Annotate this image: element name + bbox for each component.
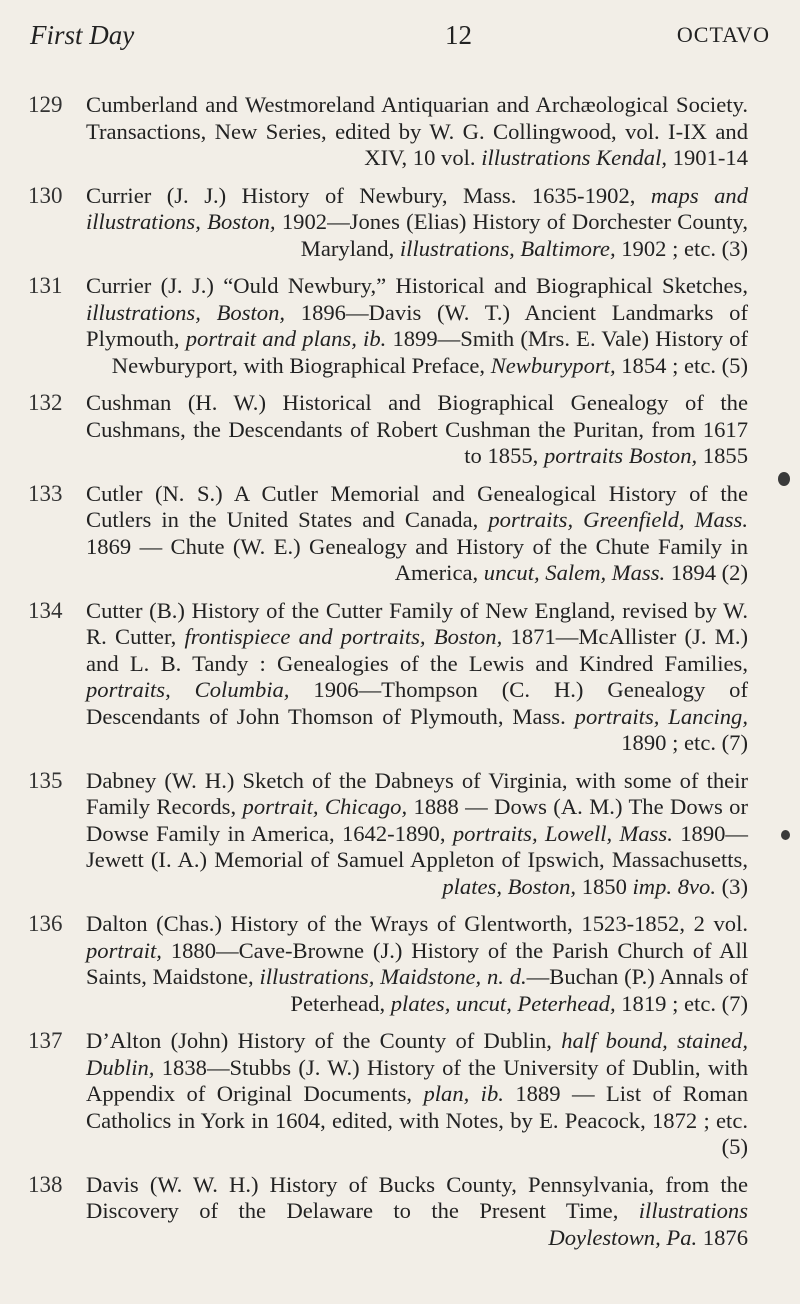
italic-text: imp. 8vo. (632, 873, 716, 899)
italic-text: portraits, Lowell, Mass. (452, 820, 673, 846)
lot-entry (28, 92, 748, 172)
italic-text: illustrations, Maidstone, n. d. (259, 964, 527, 989)
italic-text: portrait and plans, ib. (185, 326, 387, 351)
roman-text: 1838—Stubbs (J. W.) History of the University of Dublin, with Appendix of Original Documents, (86, 1054, 748, 1106)
roman-text: 1819 ; etc. (7) (615, 990, 748, 1016)
lot-number: 138 (28, 1171, 63, 1197)
italic-text: plan, ib. (423, 1081, 504, 1106)
italic-text: illustrations Doylestown, Pa. (548, 1198, 748, 1250)
lot-number: 134 (28, 597, 63, 623)
roman-text: 1876 (697, 1224, 748, 1250)
roman-text: 1889 — List of Roman Catholics in York in 1604, edited, with Notes, by E. Peacock, 1872 ; etc. (5) (86, 1081, 749, 1159)
lot-number: 130 (28, 182, 63, 208)
roman-text: D’Alton (John) History of the County of Dublin, (86, 1028, 562, 1053)
italic-text: half bound, stained, Dublin, (86, 1028, 748, 1080)
roman-text: 1901-14 (667, 145, 748, 170)
lot-number: 136 (28, 911, 63, 936)
roman-text: 1899—Smith (Mrs. E. Vale) History of Newburyport, with Biographical Preface, (111, 326, 748, 378)
roman-text: 1902—Jones (Elias) History of Dorchester County, Maryland, (275, 209, 748, 261)
roman-text: Davis (W. W. H.) History of Bucks County, Pennsylvania, from the Discovery of the Delaware to the Present Time, (86, 1171, 748, 1223)
header-format: OCTAVO (676, 22, 770, 47)
lot-entry (28, 273, 748, 379)
roman-text: (3) (716, 873, 748, 899)
lot-description (86, 92, 748, 172)
italic-text: Kendal, (596, 145, 668, 170)
roman-text: 1906—Thompson (C. H.) Genealogy of Descendants of John Thomson of Plymouth, Mass. (86, 677, 748, 729)
italic-text: illustrations, Baltimore, (399, 235, 616, 261)
lot-description (86, 481, 748, 587)
lot-number: 135 (28, 767, 63, 793)
roman-text: Dabney (W. H.) Sketch of the Dabneys of Virginia, with some of their Family Records, (86, 767, 748, 819)
lot-number: 131 (28, 273, 63, 298)
italic-text: portraits, Greenfield, Mass. (488, 507, 748, 532)
lot-description (86, 390, 748, 470)
roman-text: Dalton (Chas.) History of the Wrays of Glentworth, 1523-1852, 2 vol. (86, 911, 748, 936)
roman-text: 1854 ; etc. (5) (615, 352, 748, 378)
italic-text: portrait, (86, 937, 162, 963)
roman-text: 1894 (2) (665, 560, 748, 585)
italic-text: maps and illustrations, Boston, (86, 182, 748, 234)
lot-description (86, 273, 748, 379)
header-day: First Day (30, 20, 135, 50)
roman-text: Cutter (B.) History of the Cutter Family of New England, revised by W. R. Cutter, (86, 597, 748, 649)
page-number: 12 (445, 20, 472, 50)
lot-description (86, 1028, 748, 1161)
roman-text: 1871—McAllister (J. M.) and L. B. Tandy : Genealogies of the Lewis and Kindred Families, (86, 624, 749, 676)
catalogue-entries (28, 92, 748, 1262)
roman-text: 1880—Cave-Browne (J.) History of the Parish Church of All Saints, Maidstone, (86, 937, 748, 989)
lot-entry (28, 911, 748, 1017)
italic-text: Newburyport, (490, 352, 616, 378)
lot-entry (28, 768, 748, 901)
italic-text: plates, uncut, Peterhead, (390, 990, 616, 1016)
roman-text: 1888 — Dows (A. M.) The Dows or Dowse Family in America, 1642-1890, (86, 794, 748, 846)
italic-text: uncut, Salem, Mass. (483, 560, 666, 585)
italic-text: portraits, Columbia, (86, 677, 290, 702)
roman-text: 1902 ; etc. (3) (615, 235, 748, 261)
lot-entry (28, 1028, 748, 1161)
lot-entry (28, 1172, 748, 1252)
lot-description (86, 1172, 748, 1252)
lot-number: 133 (28, 480, 63, 506)
roman-text: Cutler (N. S.) A Cutler Memorial and Genealogical History of the Cutlers in the United States and Canada, (86, 480, 748, 532)
roman-text: 1850 (576, 873, 633, 899)
lot-description (86, 768, 748, 901)
lot-description (86, 183, 748, 263)
italic-text: portraits Boston, (543, 443, 698, 468)
lot-number: 129 (28, 92, 63, 117)
roman-text: Currier (J. J.) “Ould Newbury,” Historical and Biographical Sketches, (86, 273, 748, 298)
roman-text: 1896—Davis (W. T.) Ancient Landmarks of Plymouth, (86, 299, 748, 351)
lot-entry (28, 390, 748, 470)
lot-entry (28, 598, 748, 757)
roman-text: Cushman (H. W.) Historical and Biographical Genealogy of the Cushmans, the Descendants of Robert Cushman the Puritan, from 1617 to 1855, (86, 390, 748, 468)
paper-spot (778, 472, 790, 486)
italic-text: frontispiece and portraits, Boston, (184, 624, 503, 649)
roman-text: 1855 (697, 443, 748, 468)
lot-number: 132 (28, 390, 63, 415)
italic-text: illustrations (481, 145, 591, 170)
italic-text: illustrations, Boston, (86, 299, 286, 325)
lot-number: 137 (28, 1028, 63, 1053)
italic-text: plates, Boston, (442, 873, 577, 899)
lot-entry (28, 481, 748, 587)
lot-description (86, 911, 748, 1017)
paper-spot (781, 830, 790, 840)
page-header (30, 20, 770, 60)
roman-text: —Buchan (P.) Annals of Peterhead, (290, 964, 748, 1016)
roman-text: 1890—Jewett (I. A.) Memorial of Samuel Appleton of Ipswich, Massachusetts, (86, 820, 748, 872)
roman-text: 1890 ; etc. (7) (621, 730, 748, 755)
roman-text: 1869 — Chute (W. E.) Genealogy and History of the Chute Family in America, (86, 533, 748, 585)
italic-text: portraits, Lancing, (574, 703, 748, 729)
roman-text: Currier (J. J.) History of Newbury, Mass. 1635-1902, (86, 182, 651, 208)
roman-text: Cumberland and Westmoreland Antiquarian and Archæological Society. Transactions, New Series, edited by W. G. Collingwood, vol. I-IX and XIV, 10 vol. (86, 92, 748, 170)
italic-text: portrait, Chicago, (242, 794, 408, 819)
lot-entry (28, 183, 748, 263)
lot-description (86, 598, 748, 757)
